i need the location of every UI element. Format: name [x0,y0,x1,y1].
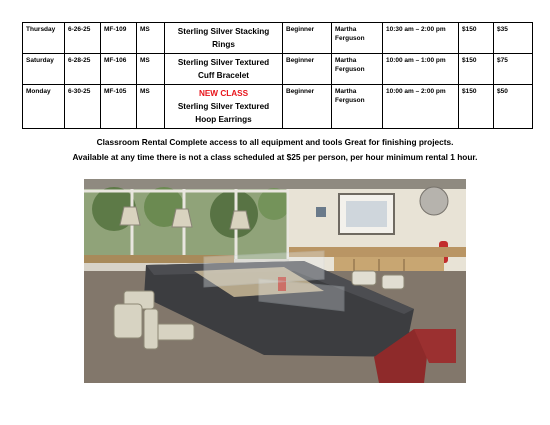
instructor-cell [332,54,383,85]
materials-cell: $50 [494,85,533,129]
classroom-photo [84,179,466,383]
new-class-label: NEW CLASS [198,89,249,98]
table-row [23,85,533,129]
day-cell: Monday [23,85,65,129]
materials-cell: $75 [494,54,533,85]
code-cell: MF-105 [101,85,137,129]
classroom-illustration [84,179,466,383]
title-line: Rings [212,40,235,49]
fee-cell: $150 [459,54,494,85]
date-cell: 6-28-25 [65,54,101,85]
instructor-first: Martha [335,57,357,64]
instructor-last: Ferguson [335,97,365,104]
instructor-last: Ferguson [335,66,365,73]
location-cell: MS [137,85,165,129]
fee-cell: $150 [459,23,494,54]
table-row [23,54,533,85]
level-cell: Beginner [283,85,332,129]
title-line: Sterling Silver Textured [177,102,270,111]
level-cell: Beginner [283,23,332,54]
time-cell: 10:30 am – 2:00 pm [383,23,459,54]
location-cell: MS [137,23,165,54]
level-cell: Beginner [283,54,332,85]
rental-note-line-2: Available at any time there is not a class scheduled at $25 per person, per hour minimum rental 1 hour. [72,152,478,162]
class-title-cell [165,85,283,129]
day-cell: Thursday [23,23,65,54]
date-cell: 6-26-25 [65,23,101,54]
time-cell: 10:00 am – 1:00 pm [383,54,459,85]
instructor-last: Ferguson [335,35,365,42]
title-line: Hoop Earrings [195,115,252,124]
date-cell: 6-30-25 [65,85,101,129]
rental-note-line-1: Classroom Rental Complete access to all equipment and tools Great for finishing projects. [96,137,454,147]
instructor-first: Martha [335,26,357,33]
materials-cell: $35 [494,23,533,54]
instructor-cell [332,85,383,129]
class-title-cell [165,54,283,85]
title-line: Sterling Silver Textured [177,58,270,67]
title-line: Sterling Silver Stacking [177,27,270,36]
code-cell: MF-109 [101,23,137,54]
fee-cell: $150 [459,85,494,129]
location-cell: MS [137,54,165,85]
time-cell: 10:00 am – 2:00 pm [383,85,459,129]
instructor-first: Martha [335,88,357,95]
title-line: Cuff Bracelet [198,71,249,80]
code-cell: MF-106 [101,54,137,85]
table-row [23,23,533,54]
class-schedule-table [22,22,533,129]
day-cell: Saturday [23,54,65,85]
instructor-cell [332,23,383,54]
class-title-cell [165,23,283,54]
